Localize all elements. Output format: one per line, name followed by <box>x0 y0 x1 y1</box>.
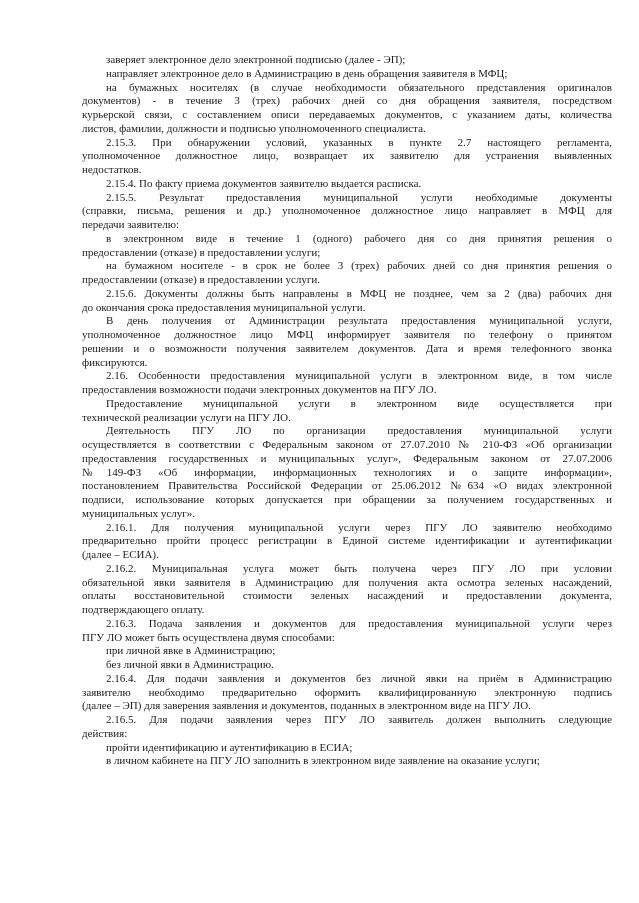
paragraph <box>82 233 612 261</box>
text-line: технической реализации услуги на ПГУ ЛО. <box>82 411 291 424</box>
text-line: 2.16. Особенности предоставления муниципальной услуги в электронном виде, в том числе <box>106 370 612 383</box>
paragraph <box>82 425 612 521</box>
text-line: предоставления государственных и муниципальных услуг», Федеральным законом от 27.07.2006 <box>82 452 612 465</box>
paragraph <box>82 178 612 192</box>
paragraph <box>82 522 612 563</box>
text-line: обязательной явки заявителя в Администрацию для получения акта осмотра зеленых насаждений, <box>82 576 612 589</box>
text-line: в электронном виде в течение 1 (одного) рабочего дня со дня принятия решения о <box>106 232 612 245</box>
paragraph <box>82 618 612 646</box>
text-line: 2.15.6. Документы должны быть направлены в МФЦ не позднее, чем за 2 (два) рабочих дня <box>106 287 612 300</box>
text-line: (далее – ЭП) для заверения заявления и документов, поданных в электронном виде на ПГУ ЛО. <box>82 700 531 713</box>
text-line: подписи, использование которых допускается при обращении за получением государственных и <box>82 494 612 506</box>
text-line: 2.16.1. Для получения муниципальной услуги через ПГУ ЛО заявителю необходимо <box>106 521 612 534</box>
text-line: заверяет электронное дело электронной подписью (далее - ЭП); <box>106 54 406 66</box>
text-line: листов, фамилии, должности и подписью уполномоченного специалиста. <box>82 122 426 135</box>
text-line: (справки, письма, решения и др.) уполномоченное должностное лицо направляет в МФЦ для <box>82 205 612 218</box>
paragraph <box>82 563 612 618</box>
paragraph <box>82 54 612 68</box>
text-line: действия: <box>82 727 128 740</box>
text-line: направляет электронное дело в Администрацию в день обращения заявителя в МФЦ; <box>106 67 508 80</box>
text-line: в личном кабинете на ПГУ ЛО заполнить в электронном виде заявление на оказание услуги; <box>106 755 540 768</box>
text-line: Деятельность ПГУ ЛО по организации предоставления муниципальной услуги <box>106 425 612 438</box>
paragraph <box>82 260 612 288</box>
text-line: пройти идентификацию и аутентификацию в ЕСИА; <box>106 741 353 754</box>
text-line: без личной явки в Администрацию. <box>106 659 274 671</box>
text-line: на бумажном носителе - в срок не более 3 (трех) рабочих дней со дня принятия решения о <box>106 260 612 273</box>
text-line: 2.15.5. Результат предоставления муниципальной услуги необходимые документы <box>106 191 612 204</box>
paragraph <box>82 288 612 316</box>
text-line: заявителю необходимо предварительно оформить квалифицированную электронную подпись <box>82 686 612 699</box>
paragraph <box>82 192 612 233</box>
text-line: Предоставление муниципальной услуги в электронном виде осуществляется при <box>106 397 612 410</box>
text-line: передачи заявителю: <box>82 219 180 231</box>
text-line: 2.15.4. По факту приема документов заявителю выдается расписка. <box>106 177 422 190</box>
text-line: документов) - в течение 3 (трех) рабочих дней со дня обращения заявителя, посредством <box>82 95 612 108</box>
paragraph <box>82 755 612 769</box>
paragraph <box>82 68 612 82</box>
text-line: муниципальных услуг». <box>82 507 196 520</box>
text-line: до окончания срока предоставления муниципальной услуги. <box>82 301 366 314</box>
paragraph <box>82 315 612 370</box>
text-line: 2.16.3. Подача заявления и документов для предоставления муниципальной услуги через <box>106 617 612 630</box>
text-line: недостатков. <box>82 164 142 176</box>
text-line: на бумажных носителях (в случае необходимости обязательного представления оригиналов <box>106 81 612 94</box>
text-line: предварительно пройти процесс регистрации в Единой системе идентификации и аутентификации <box>82 535 612 548</box>
text-line: оплаты восстановительной стоимости зеленых насаждений и предоставлении документа, <box>82 590 612 603</box>
text-line: предоставления возможности подачи электронных документов на ПГУ ЛО. <box>82 384 437 396</box>
document-page <box>82 54 612 769</box>
text-line: №149-ФЗ «Об информации, информационных технологиях и о защите информации», <box>82 466 612 479</box>
text-line: 2.16.2. Муниципальная услуга может быть получена через ПГУ ЛО при условии <box>106 562 612 575</box>
text-line: 2.16.4. Для подачи заявления и документов без личной явки на приём в Администрацию <box>106 672 612 685</box>
paragraph <box>82 714 612 742</box>
text-line: предоставлении (отказе) в предоставлении услуги; <box>82 246 321 259</box>
text-line: при личной явке в Администрацию; <box>106 645 276 658</box>
paragraph <box>82 137 612 178</box>
text-line: предоставлении (отказе) в предоставлении услуги. <box>82 274 321 286</box>
paragraph <box>82 659 612 673</box>
text-line: осуществляется в соответствии с Федеральным законом от 27.07.2010 № 210-ФЗ «Об организации <box>82 439 612 451</box>
text-line: В день получения от Администрации результата предоставления муниципальной услуги, <box>106 315 612 328</box>
text-line: постановлением Правительства Российской Федерации от 25.06.2012 №634 «О видах электронной <box>82 480 612 493</box>
text-line: 2.15.3. При обнаружении условий, указанных в пункте 2.7 настоящего регламента, <box>106 136 612 149</box>
text-line: решении и о возможности получения заявителем документов. Дата и время телефонного звонка <box>82 342 612 355</box>
text-line: ПГУ ЛО может быть осуществлена двумя способами: <box>82 631 335 644</box>
paragraph <box>82 398 612 426</box>
text-line: фиксируются. <box>82 356 148 369</box>
text-line: (далее – ЕСИА). <box>82 549 159 561</box>
paragraph <box>82 742 612 756</box>
text-line: 2.16.5. Для подачи заявления через ПГУ ЛО заявитель должен выполнить следующие <box>106 714 612 726</box>
paragraph <box>82 82 612 137</box>
text-line: подтверждающего оплату. <box>82 604 205 616</box>
text-line: уполномоченное должностное лицо, возвращает их заявителю для устранения выявленных <box>82 150 612 163</box>
paragraph <box>82 370 612 398</box>
paragraph <box>82 645 612 659</box>
text-line: уполномоченное должностное лицо МФЦ информирует заявителя по телефону о принятом <box>82 329 612 341</box>
paragraph <box>82 673 612 714</box>
text-line: курьерской связи, с составлением описи передаваемых документов, с указанием даты, количества <box>82 109 612 121</box>
